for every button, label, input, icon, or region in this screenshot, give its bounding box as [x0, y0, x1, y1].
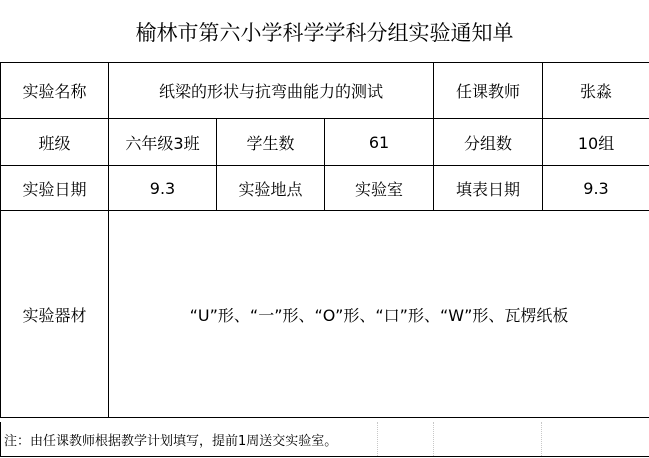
class-label: 班级 [1, 119, 109, 166]
materials-label: 实验器材 [1, 211, 109, 418]
footer-note: 注：由任课教师根据教学计划填写，提前1周送交实验室。 [1, 422, 378, 457]
table-row [1, 211, 649, 418]
table-row [1, 63, 649, 119]
table-row [1, 166, 649, 211]
form-title: 榆林市第六小学科学学科分组实验通知单 [135, 21, 514, 45]
experiment-name-value: 纸梁的形状与抗弯曲能力的测试 [109, 63, 434, 119]
student-count-value: 61 [325, 119, 434, 166]
footer-empty-cell [378, 422, 434, 457]
footer-row [0, 422, 649, 457]
class-value: 六年级3班 [109, 119, 217, 166]
experiment-date-label: 实验日期 [1, 166, 109, 211]
experiment-name-label: 实验名称 [1, 63, 109, 119]
table-row [1, 119, 649, 166]
teacher-value: 张淼 [543, 63, 649, 119]
experiment-date-value: 9.3 [109, 166, 217, 211]
experiment-place-value: 实验室 [325, 166, 434, 211]
footer-empty-cell [542, 422, 649, 457]
group-count-label: 分组数 [434, 119, 543, 166]
experiment-place-label: 实验地点 [217, 166, 325, 211]
fill-date-value: 9.3 [543, 166, 649, 211]
materials-value: “U”形、“一”形、“O”形、“口”形、“W”形、瓦楞纸板 [109, 211, 649, 418]
student-count-label: 学生数 [217, 119, 325, 166]
experiment-form-table [0, 62, 649, 418]
fill-date-label: 填表日期 [434, 166, 543, 211]
teacher-label: 任课教师 [434, 63, 543, 119]
footer-empty-cell [434, 422, 542, 457]
group-count-value: 10组 [543, 119, 649, 166]
